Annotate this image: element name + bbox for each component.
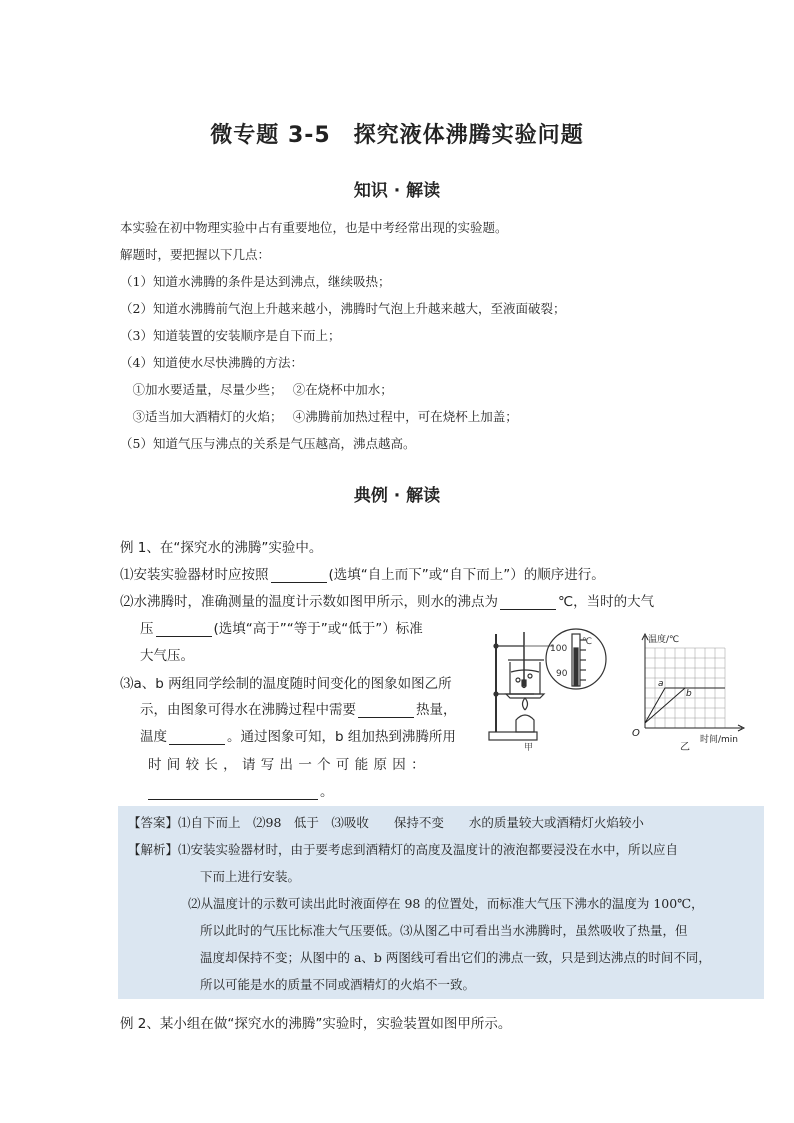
question-2-text: 压 [140,621,154,637]
origin-label: O [632,728,640,739]
question-2-text: ℃，当时的大气 [558,594,655,610]
mercury-column [574,648,578,686]
figure-label: 甲 [524,743,534,752]
answer-blank[interactable] [500,595,556,610]
knowledge-line: 本实验在初中物理实验中占有重要地位，也是中考经常出现的实验题。 [120,220,508,235]
question-1-text: (选填“自上而下”或“自下而上”）的顺序进行。 [328,567,605,583]
question-3-text: 。 [320,784,334,800]
knowledge-line: ①加水要适量，尽量少些； ②在烧杯中加水； [120,382,393,397]
examples-heading: 典例 · 解读 [353,486,441,506]
knowledge-line: （1）知道水沸腾的条件是达到沸点，继续吸热； [120,274,391,289]
question-3-text: 。通过图象可知，b 组加热到沸腾所用 [227,729,456,745]
analysis-line: 所以可能是水的质量不同或酒精灯的火焰不一致。 [200,977,476,992]
answer-line: 【答案】⑴自下而上 ⑵98 低于 ⑶吸收 保持不变 水的质量较大或酒精灯火焰较小 [128,815,644,830]
flame [523,698,528,710]
knowledge-line: （4）知道使水尽快沸腾的方法： [120,355,303,370]
knowledge-line: 解题时，要把握以下几点： [120,247,271,262]
y-axis-label: 温度/℃ [648,635,680,645]
x-axis-label: 时间/min [700,735,739,745]
answer-blank[interactable] [148,785,318,800]
question-2 [120,590,654,610]
question-2-text: ⑵水沸腾时，准确测量的温度计示数如图甲所示，则水的沸点为 [120,594,498,610]
question-3-text: 时 间 较 长 ， 请 写 出 一 个 可 能 原 因 ： [148,757,426,773]
answer-blank[interactable] [358,703,414,718]
question-1-text: ⑴安装实验器材时应按照 [120,567,269,583]
knowledge-line: （2）知道水沸腾前气泡上升越来越小，沸腾时气泡上升越来越大，至液面破裂； [120,301,566,316]
beaker [510,662,540,694]
analysis-line: 所以此时的气压比标准大气压要低。⑶从图乙中可看出当水沸腾时，虽然吸收了热量，但 [200,923,688,938]
figure-label: 乙 [680,742,690,752]
example1-intro: 例 1、在“探究水的沸腾”实验中。 [120,540,323,556]
stand-base [489,732,537,740]
example2-intro: 例 2、某小组在做“探究水的沸腾”实验时，实验装置如图甲所示。 [120,1016,512,1032]
alcohol-lamp [516,715,534,732]
question-3-cont [146,780,334,800]
analysis-line: 下而上进行安装。 [200,869,301,884]
analysis-line: 【解析】⑴安装实验器材时，由于要考虑到酒精灯的高度及温度计的液泡都要浸没在水中，所以应自 [128,842,679,857]
question-2-text: 大气压。 [140,648,194,664]
question-3-text: 热量， [416,702,457,718]
analysis-line: 温度却保持不变；从图中的 a、b 两图线可看出它们的沸点一致，只是到达沸点的时间不同， [200,950,711,965]
question-2-cont [140,617,423,637]
unit-label: ℃ [582,637,593,647]
tick-label: 90 [556,669,568,679]
line-a-label: a [658,679,664,689]
question-3-cont [140,698,457,718]
question-3-cont [140,725,456,745]
question-3-text: ⑶a、b 两组同学绘制的温度随时间变化的图象如图乙所 [120,676,452,692]
knowledge-line: （3）知道装置的安装顺序是自下而上； [120,328,341,343]
knowledge-heading: 知识 · 解读 [353,181,441,201]
figure-yi-graph [630,628,780,752]
answer-blank[interactable] [169,730,225,745]
question-2-text: (选填“高于”“等于”或“低于”）标准 [213,621,423,637]
question-1 [120,563,605,583]
analysis-line: ⑵从温度计的示数可读出此时液面停在 98 的位置处，而标准大气压下沸水的温度为 100℃， [188,896,704,911]
tick-label: 100 [550,644,568,654]
question-3-text: 温度 [140,729,167,745]
knowledge-line: （5）知道气压与沸点的关系是气压越高，沸点越高。 [120,436,416,451]
question-3-text: 示，由图象可得水在沸腾过程中需要 [140,702,356,718]
answer-blank[interactable] [156,622,212,637]
knowledge-line: ③适当加大酒精灯的火焰； ④沸腾前加热过程中，可在烧杯上加盖； [120,409,518,424]
page-title: 微专题 3-5 探究液体沸腾实验问题 [210,123,584,148]
answer-blank[interactable] [271,568,327,583]
line-b-label: b [686,689,692,699]
figure-jia-apparatus [484,624,624,752]
